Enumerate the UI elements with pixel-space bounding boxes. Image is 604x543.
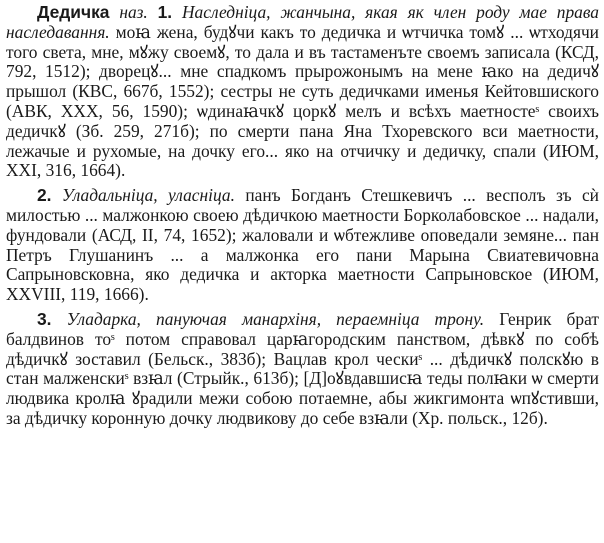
sense-2-definition: Уладальніца, уласніца. (61, 185, 235, 206)
sense-3-definition: Уладарка, пануючая манархіня, пераемніца трону. (66, 308, 485, 329)
part-of-speech: наз. (119, 2, 148, 22)
sense-1-definition: Наследніца, жанчына, якая як член роду мае права наследавання. (6, 2, 599, 42)
sense-3-paragraph (6, 310, 599, 429)
headword: Дедичка (37, 2, 110, 22)
sense-1-citations: моꙗ жена, будꙋчи какъ то дедичка и ѡтчичка томꙋ ... ѡтходячи того света, мне, мꙋжу своемꙋ, то дала и въ тастаменъте своемъ записала (КСД, 792, 1512); дворецꙋ... мне спадкомъ прырожонымъ на мене ꙗко на дедичꙋ прышол (КВС, 667б, 1552); сестры не суть дедичками именья Кейтовшиского (АВК, XXX, 56, 1590); ѡдинаꙗчкꙋ цоркꙋ мелъ и всѣхъ маетностеˢ своихъ дедичкꙋ (Зб. 259, 271б); по смерти пана Яна Тхоревского вси маетности, лежачые и рухомые, на дочку его... яко на отчичку и дедичку, спали (ИЮМ, XXI, 316, 1664). (6, 21, 599, 181)
sense-2-number: 2. (37, 185, 52, 206)
sense-1-paragraph (6, 3, 599, 181)
sense-3-number: 3. (37, 308, 52, 329)
sense-1-number: 1. (157, 2, 173, 22)
sense-2-citations: панъ Богданъ Стешкевичъ ... весполъ зъ сѝ милостью ... малжонкою своею дѣдичкою маетности Борколабовское ... надали, фундовали (АСД, II, 74, 1652); жаловали и ѡбтежливе оповедали земяне... пан Петръ Глушанинъ ... а малжонка его пани Марына Свиатевичовна Сапрыновсковна, яко дедичка и акторка маетности Сапрыновское (ИЮМ, XXVIII, 119, 1666). (6, 185, 599, 305)
sense-3-citations: Генрик брат балдвинов тоˢ потом справовал царꙗгородским панством, дѣвкꙋ по собѣ дѣдичкꙋ зоставил (Бельск., 383б); Вацлав крол ческиˢ ... дѣдичкꙋ полскꙋю в стан малженскиˢ взꙗл (Стрыйк., 613б); [Д]оꙋвдавшисꙗ теды полꙗки ѡ смерти людвика кролꙗ ꙋрадили межи собою потаемне, абы жикгимонта ѡпꙋстивши, за дѣдичку коронную дочку людвикову до себе взꙗли (Хр. польск., 12б). (6, 308, 599, 428)
sense-2-paragraph (6, 186, 599, 305)
